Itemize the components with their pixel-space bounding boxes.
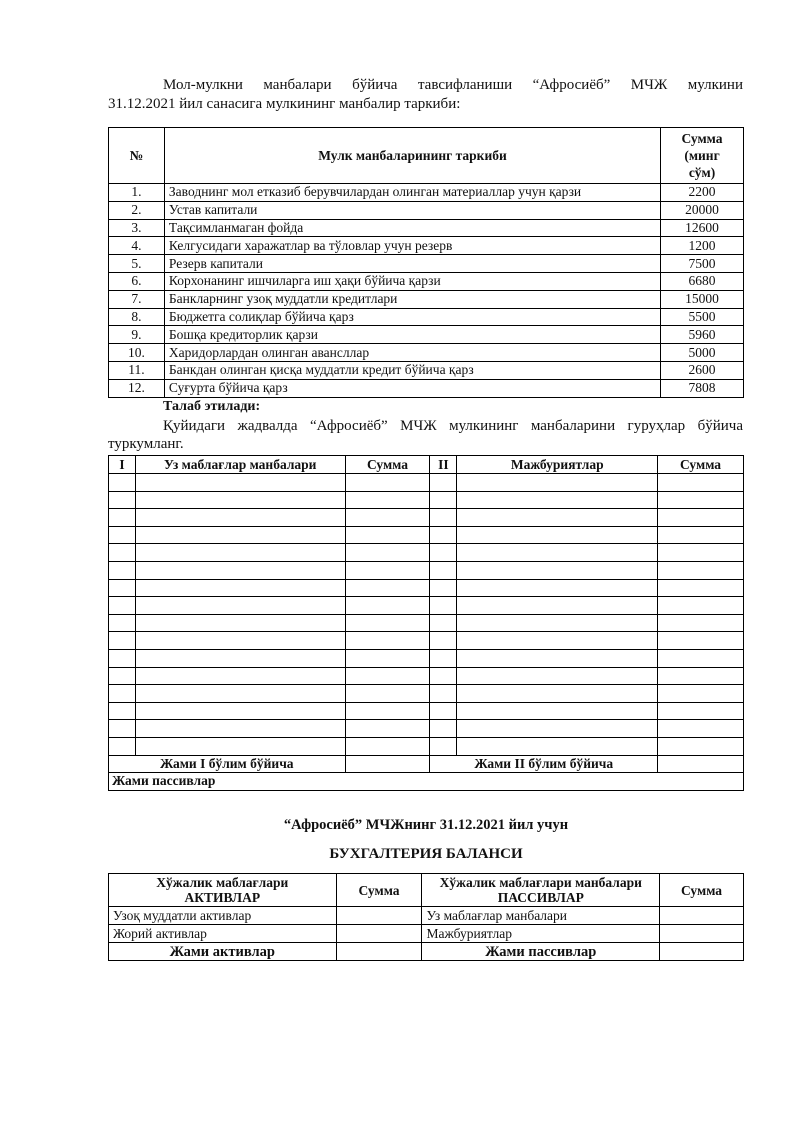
col-header-sum-2: Сумма	[660, 874, 744, 907]
col-header-sum	[661, 128, 744, 184]
task-line-2: туркумланг.	[108, 436, 184, 452]
row-number: 5.	[109, 255, 165, 273]
section-2-index-cell[interactable]	[430, 649, 457, 667]
liab-row-label: Уз маблағлар манбалари	[422, 907, 660, 925]
total-liabilities-label: Жами пассивлар	[422, 943, 660, 961]
table-row	[109, 379, 744, 397]
section-2-index-cell[interactable]	[430, 561, 457, 579]
sum-2-cell[interactable]	[658, 474, 744, 492]
empty-table-row	[109, 702, 744, 720]
table-row	[109, 326, 744, 344]
sources-composition-table	[108, 127, 744, 398]
liability-cell[interactable]	[457, 632, 658, 650]
total-section-1-label: Жами I бўлим бўйича	[109, 755, 346, 773]
assets-header-line-1: Хўжалик маблағлари	[156, 875, 289, 890]
row-source-name: Бюджетга солиқлар бўйича қарз	[164, 308, 660, 326]
col-header-liabilities	[422, 874, 660, 907]
section-2-index-cell[interactable]	[430, 509, 457, 527]
liability-cell[interactable]	[457, 526, 658, 544]
table-row	[109, 308, 744, 326]
sum-2-cell[interactable]	[658, 632, 744, 650]
assets-row-sum[interactable]	[336, 925, 422, 943]
row-sum: 5000	[661, 344, 744, 362]
sum-2-cell[interactable]	[658, 667, 744, 685]
section-2-index-cell[interactable]	[430, 597, 457, 615]
liability-cell[interactable]	[457, 579, 658, 597]
row-sum: 7500	[661, 255, 744, 273]
empty-table-row	[109, 685, 744, 703]
section-1-index-cell[interactable]	[109, 720, 136, 738]
own-source-cell[interactable]	[135, 737, 345, 755]
row-source-name: Корхонанинг ишчиларга иш ҳақи бўйича қарзи	[164, 272, 660, 290]
section-2-index-cell[interactable]	[430, 526, 457, 544]
section-1-index-cell[interactable]	[109, 667, 136, 685]
sum-1-cell[interactable]	[345, 632, 430, 650]
own-source-cell[interactable]	[135, 474, 345, 492]
section-2-index-cell[interactable]	[430, 685, 457, 703]
row-number: 8.	[109, 308, 165, 326]
row-sum: 1200	[661, 237, 744, 255]
sum-2-cell[interactable]	[658, 561, 744, 579]
section-1-index-cell[interactable]	[109, 579, 136, 597]
empty-table-row	[109, 561, 744, 579]
row-number: 10.	[109, 344, 165, 362]
sum-header-line-1: Сумма	[681, 131, 723, 146]
empty-table-row	[109, 649, 744, 667]
sum-1-cell[interactable]	[345, 579, 430, 597]
col-header-liabilities: Мажбуриятлар	[457, 456, 658, 474]
table-row	[109, 255, 744, 273]
own-source-cell[interactable]	[135, 544, 345, 562]
liab-row-sum[interactable]	[660, 907, 744, 925]
intro-line-1: Мол-мулкни манбалари бўйича тавсифланиши “Афросиёб” МЧЖ мулкини	[163, 77, 743, 93]
table-row	[109, 925, 744, 943]
sum-2-cell[interactable]	[658, 702, 744, 720]
section-2-index-cell[interactable]	[430, 667, 457, 685]
table-header-row	[109, 874, 744, 907]
sum-1-cell[interactable]	[345, 702, 430, 720]
section-1-index-cell[interactable]	[109, 632, 136, 650]
own-source-cell[interactable]	[135, 614, 345, 632]
empty-table-row	[109, 491, 744, 509]
own-source-cell[interactable]	[135, 579, 345, 597]
liab-header-line-2: ПАССИВЛАР	[497, 890, 584, 905]
section-1-index-cell[interactable]	[109, 509, 136, 527]
table-row	[109, 184, 744, 202]
total-section-2-label: Жами II бўлим бўйича	[430, 755, 658, 773]
liability-cell[interactable]	[457, 737, 658, 755]
row-source-name: Заводнинг мол етказиб берувчилардан олинган материаллар учун қарзи	[164, 184, 660, 202]
assets-row-sum[interactable]	[336, 907, 422, 925]
section-2-index-cell[interactable]	[430, 737, 457, 755]
liab-row-sum[interactable]	[660, 925, 744, 943]
table-row	[109, 237, 744, 255]
row-number: 2.	[109, 201, 165, 219]
own-source-cell[interactable]	[135, 685, 345, 703]
row-number: 6.	[109, 272, 165, 290]
row-sum: 6680	[661, 272, 744, 290]
section-1-index-cell[interactable]	[109, 491, 136, 509]
empty-table-row	[109, 526, 744, 544]
assets-header-line-2: АКТИВЛАР	[184, 890, 261, 905]
col-header-composition: Мулк манбаларининг таркиби	[164, 128, 660, 184]
row-number: 9.	[109, 326, 165, 344]
sum-2-cell[interactable]	[658, 579, 744, 597]
sum-1-cell[interactable]	[345, 614, 430, 632]
liab-header-line-1: Хўжалик маблағлари манбалари	[439, 875, 642, 890]
col-header-own-sources: Уз маблағлар манбалари	[135, 456, 345, 474]
total-liabilities-sum[interactable]	[660, 943, 744, 961]
sum-1-cell[interactable]	[345, 597, 430, 615]
section-1-index-cell[interactable]	[109, 614, 136, 632]
own-source-cell[interactable]	[135, 561, 345, 579]
sum-1-cell[interactable]	[345, 649, 430, 667]
liability-cell[interactable]	[457, 597, 658, 615]
row-number: 7.	[109, 290, 165, 308]
sum-1-cell[interactable]	[345, 491, 430, 509]
own-source-cell[interactable]	[135, 632, 345, 650]
table-row	[109, 907, 744, 925]
assets-row-label: Узоқ муддатли активлар	[109, 907, 337, 925]
grouping-table	[108, 455, 744, 791]
sum-header-line-2: (минг	[684, 148, 720, 163]
total-assets-label: Жами активлар	[109, 943, 337, 961]
sum-header-line-3: сўм)	[688, 165, 716, 180]
own-source-cell[interactable]	[135, 667, 345, 685]
col-header-sum-1: Сумма	[336, 874, 422, 907]
sum-2-cell[interactable]	[658, 649, 744, 667]
row-sum: 5960	[661, 326, 744, 344]
sum-1-cell[interactable]	[345, 561, 430, 579]
row-number: 12.	[109, 379, 165, 397]
own-source-cell[interactable]	[135, 649, 345, 667]
balance-title-line-1: “Афросиёб” МЧЖнинг 31.12.2021 йил учун	[283, 817, 569, 833]
row-source-name: Тақсимланмаган фойда	[164, 219, 660, 237]
sum-1-cell[interactable]	[345, 667, 430, 685]
section-2-index-cell[interactable]	[430, 614, 457, 632]
section-2-index-cell[interactable]	[430, 491, 457, 509]
sum-2-cell[interactable]	[658, 509, 744, 527]
intro-line-2: 31.12.2021 йил санасига мулкининг манбалир таркиби:	[108, 96, 461, 112]
empty-table-row	[109, 474, 744, 492]
row-sum: 5500	[661, 308, 744, 326]
liability-cell[interactable]	[457, 509, 658, 527]
table-row	[109, 290, 744, 308]
section-2-index-cell[interactable]	[430, 632, 457, 650]
own-source-cell[interactable]	[135, 720, 345, 738]
own-source-cell[interactable]	[135, 702, 345, 720]
liability-cell[interactable]	[457, 474, 658, 492]
row-sum: 12600	[661, 219, 744, 237]
total-section-1-sum[interactable]	[345, 755, 430, 773]
row-source-name: Банкларнинг узоқ муддатли кредитлари	[164, 290, 660, 308]
own-source-cell[interactable]	[135, 597, 345, 615]
sum-1-cell[interactable]	[345, 474, 430, 492]
sum-2-cell[interactable]	[658, 526, 744, 544]
section-1-index-cell[interactable]	[109, 597, 136, 615]
col-header-section-1: I	[109, 456, 136, 474]
section-2-index-cell[interactable]	[430, 579, 457, 597]
row-source-name: Устав капитали	[164, 201, 660, 219]
balance-sheet-table	[108, 873, 744, 961]
empty-table-row	[109, 544, 744, 562]
section-2-index-cell[interactable]	[430, 544, 457, 562]
row-sum: 2600	[661, 361, 744, 379]
liability-cell[interactable]	[457, 614, 658, 632]
section-1-index-cell[interactable]	[109, 561, 136, 579]
assets-row-label: Жорий активлар	[109, 925, 337, 943]
col-header-section-2: II	[430, 456, 457, 474]
section-2-index-cell[interactable]	[430, 702, 457, 720]
sum-2-cell[interactable]	[658, 720, 744, 738]
section-2-index-cell[interactable]	[430, 474, 457, 492]
section-1-index-cell[interactable]	[109, 737, 136, 755]
empty-table-row	[109, 597, 744, 615]
total-assets-sum[interactable]	[336, 943, 422, 961]
empty-table-row	[109, 632, 744, 650]
row-source-name: Келгусидаги харажатлар ва тўловлар учун резерв	[164, 237, 660, 255]
sum-2-cell[interactable]	[658, 597, 744, 615]
row-sum: 20000	[661, 201, 744, 219]
col-header-sum-2: Сумма	[658, 456, 744, 474]
col-header-assets	[109, 874, 337, 907]
table-header-row	[109, 128, 744, 184]
empty-table-row	[109, 614, 744, 632]
table-row	[109, 219, 744, 237]
liability-cell[interactable]	[457, 649, 658, 667]
liability-cell[interactable]	[457, 544, 658, 562]
sum-2-cell[interactable]	[658, 614, 744, 632]
liability-cell[interactable]	[457, 561, 658, 579]
section-totals-row	[109, 755, 744, 773]
col-header-number: №	[109, 128, 165, 184]
section-1-index-cell[interactable]	[109, 649, 136, 667]
empty-table-row	[109, 667, 744, 685]
table-header-row	[109, 456, 744, 474]
liability-cell[interactable]	[457, 491, 658, 509]
row-source-name: Суғурта бўйича қарз	[164, 379, 660, 397]
col-header-sum-1: Сумма	[345, 456, 430, 474]
liability-cell[interactable]	[457, 667, 658, 685]
row-sum: 15000	[661, 290, 744, 308]
section-1-index-cell[interactable]	[109, 702, 136, 720]
liability-cell[interactable]	[457, 685, 658, 703]
balance-title-line-2: БУХГАЛТЕРИЯ БАЛАНСИ	[329, 846, 523, 862]
grand-total-row	[109, 773, 744, 791]
liab-row-label: Мажбуриятлар	[422, 925, 660, 943]
own-source-cell[interactable]	[135, 509, 345, 527]
section-1-index-cell[interactable]	[109, 526, 136, 544]
empty-table-row	[109, 579, 744, 597]
row-sum: 2200	[661, 184, 744, 202]
sum-1-cell[interactable]	[345, 544, 430, 562]
sum-2-cell[interactable]	[658, 685, 744, 703]
task-line-1: Қуйидаги жадвалда “Афросиёб” МЧЖ мулкининг манбаларини гуруҳлар бўйича	[163, 418, 743, 434]
table-row	[109, 344, 744, 362]
sum-2-cell[interactable]	[658, 737, 744, 755]
row-number: 1.	[109, 184, 165, 202]
sum-1-cell[interactable]	[345, 526, 430, 544]
section-1-index-cell[interactable]	[109, 544, 136, 562]
sum-1-cell[interactable]	[345, 720, 430, 738]
sum-1-cell[interactable]	[345, 737, 430, 755]
task-heading: Талаб этилади:	[163, 399, 261, 414]
sum-1-cell[interactable]	[345, 509, 430, 527]
sum-2-cell[interactable]	[658, 544, 744, 562]
row-sum: 7808	[661, 379, 744, 397]
sum-1-cell[interactable]	[345, 685, 430, 703]
empty-table-row	[109, 509, 744, 527]
own-source-cell[interactable]	[135, 526, 345, 544]
table-row	[109, 272, 744, 290]
balance-totals-row	[109, 943, 744, 961]
row-source-name: Банкдан олинган қисқа муддатли кредит бўйича қарз	[164, 361, 660, 379]
row-number: 4.	[109, 237, 165, 255]
empty-table-row	[109, 737, 744, 755]
row-source-name: Бошқа кредиторлик қарзи	[164, 326, 660, 344]
grand-total-label: Жами пассивлар	[109, 773, 744, 791]
total-section-2-sum[interactable]	[658, 755, 744, 773]
liability-cell[interactable]	[457, 702, 658, 720]
section-1-index-cell[interactable]	[109, 474, 136, 492]
row-number: 11.	[109, 361, 165, 379]
section-1-index-cell[interactable]	[109, 685, 136, 703]
row-source-name: Резерв капитали	[164, 255, 660, 273]
sum-2-cell[interactable]	[658, 491, 744, 509]
section-2-index-cell[interactable]	[430, 720, 457, 738]
own-source-cell[interactable]	[135, 491, 345, 509]
empty-table-row	[109, 720, 744, 738]
liability-cell[interactable]	[457, 720, 658, 738]
table-row	[109, 201, 744, 219]
row-source-name: Харидорлардан олинган авансллар	[164, 344, 660, 362]
table-row	[109, 361, 744, 379]
row-number: 3.	[109, 219, 165, 237]
